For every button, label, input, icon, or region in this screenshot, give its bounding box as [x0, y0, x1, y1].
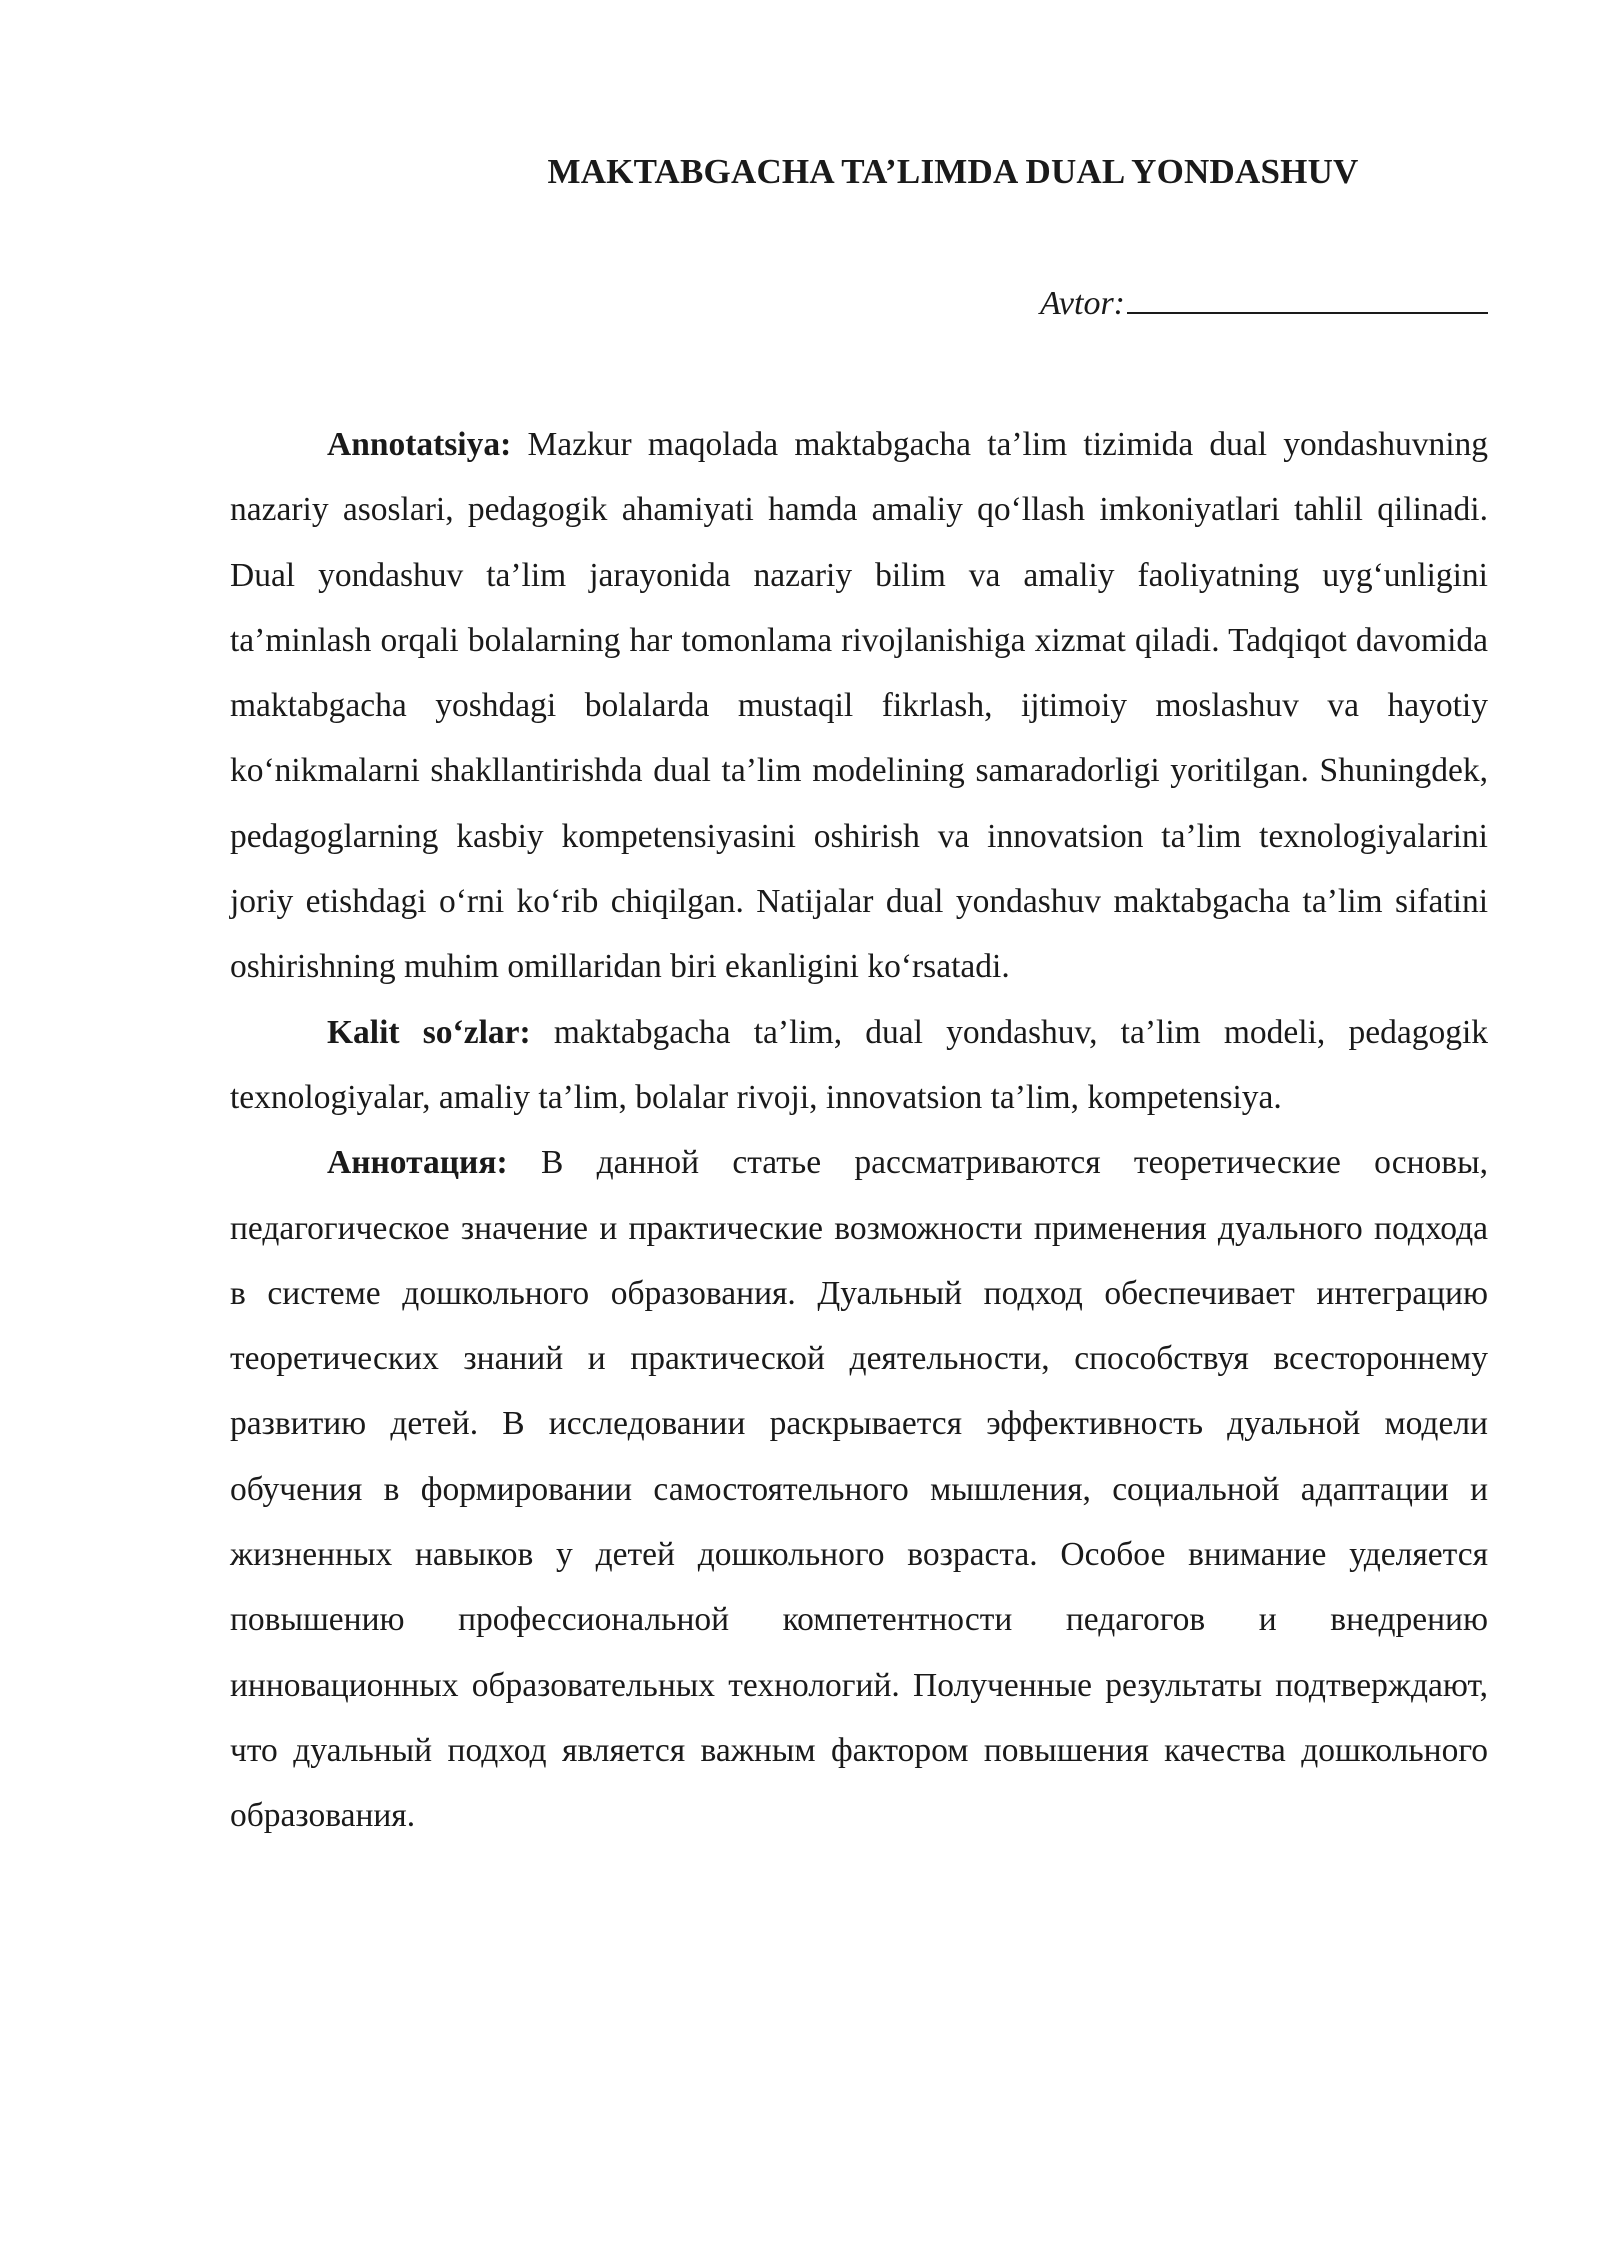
keywords-uz-paragraph [230, 1000, 1488, 1131]
keywords-uz-text: maktabgacha ta’lim, dual yondashuv, ta’lim modeli, pedagogik texnologiyalar, amaliy ta’lim, bolalar rivoji, innovatsion ta’lim, kompetensiya. [230, 1013, 1488, 1116]
annotation-uz-text: Mazkur maqolada maktabgacha ta’lim tizimida dual yondashuvning nazariy asoslari, pedagogik ahamiyati hamda amaliy qo‘llash imkoniyatlari tahlil qilinadi. Dual yondashuv ta’lim jarayonida nazariy bilim va amaliy faoliyatning uyg‘unligini ta’minlash orqali bolalarning har tomonlama rivojlanishiga xizmat qiladi. Tadqiqot davomida maktabgacha yoshdagi bolalarda mustaqil fikrlash, ijtimoiy moslashuv va hayotiy ko‘nikmalarni shakllantirishda dual ta’lim modelining samaradorligi yoritilgan. Shuningdek, pedagoglarning kasbiy kompetensiyasini oshirish va innovatsion ta’lim texnologiyalarini joriy etishdagi o‘rni ko‘rib chiqilgan. Natijalar dual yondashuv maktabgacha ta’lim sifatini oshirishning muhim omillaridan biri ekanligini ko‘rsatadi. [230, 426, 1489, 986]
keywords-uz-label: Kalit so‘zlar: [327, 1013, 531, 1051]
annotation-ru-paragraph [230, 1130, 1488, 1848]
annotation-ru-label: Аннотация: [327, 1144, 508, 1182]
document-title: MAKTABGACHA TA’LIMDA DUAL YONDASHUV [547, 152, 1359, 191]
author-blank-line [1127, 282, 1488, 314]
annotation-uz-label: Annotatsiya: [327, 426, 512, 463]
annotation-ru-text: В данной статье рассматриваются теоретические основы, педагогическое значение и практические возможности применения дуального подхода в системе дошкольного образования. Дуальный подход обеспечивает интеграцию теоретических знаний и практической деятельности, способствуя всестороннему развитию детей. В исследовании раскрывается эффективность дуальной модели обучения в формировании самостоятельного мышления, социальной адаптации и жизненных навыков у детей дошкольного возраста. Особое внимание уделяется повышению профессиональной компетентности педагогов и внедрению инновационных образовательных технологий. Полученные результаты подтверждают, что дуальный подход является важным фактором повышения качества дошкольного образования. [230, 1144, 1489, 1835]
author-field [1040, 282, 1488, 323]
document-body [230, 412, 1488, 1849]
annotation-uz-paragraph [230, 412, 1488, 1000]
author-label: Avtor: [1040, 285, 1125, 322]
